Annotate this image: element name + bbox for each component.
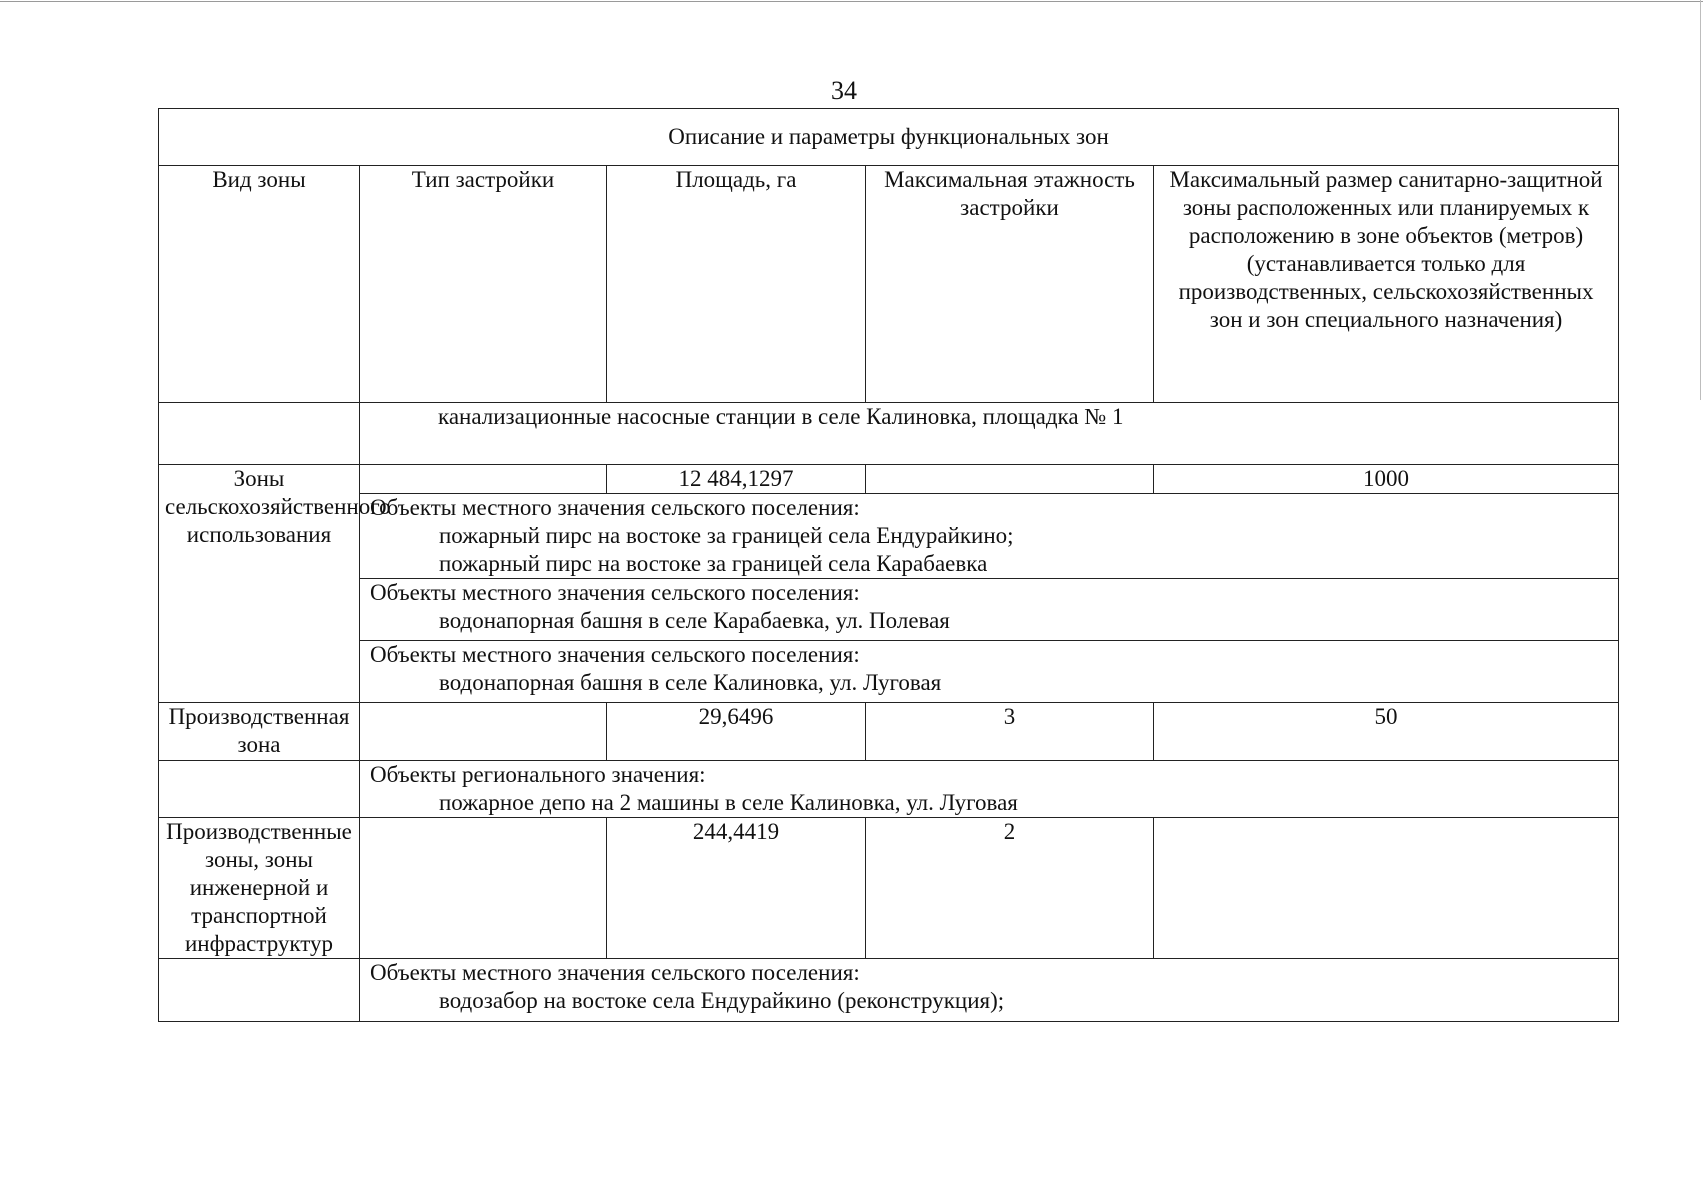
header-area: Площадь, га [607, 166, 866, 403]
floors-cell: 3 [866, 703, 1154, 761]
empty-cell [159, 403, 360, 465]
sewage-note-row [159, 403, 1619, 465]
sanitary-cell: 1000 [1154, 465, 1619, 494]
zone-industrial: Производственная зона [159, 703, 360, 761]
table-row [159, 465, 1619, 494]
area-cell: 29,6496 [607, 703, 866, 761]
header-max-sanitary-note: (устанавливается только для производственных, сельскохозяйственных зон и зон специального назначения) [1178, 251, 1594, 332]
building-type-cell [360, 818, 607, 959]
objects-cell [360, 641, 1619, 703]
objects-row [159, 959, 1619, 1022]
objects-heading: Объекты местного значения сельского поселения: [370, 642, 860, 667]
zone-agricultural: Зоны сельскохозяйственного использования [159, 465, 360, 703]
page-number: 34 [831, 76, 857, 105]
object-item: пожарное депо на 2 машины в селе Калиновка, ул. Луговая [439, 790, 1018, 815]
object-item: водонапорная башня в селе Калиновка, ул. Луговая [439, 670, 942, 695]
empty-cell [159, 959, 360, 1022]
objects-cell [360, 959, 1619, 1022]
building-type-cell [360, 703, 607, 761]
sewage-note: канализационные насосные станции в селе Калиновка, площадка № 1 [360, 403, 1619, 465]
object-item: водонапорная башня в селе Карабаевка, ул. Полевая [439, 608, 950, 633]
building-type-cell [360, 465, 607, 494]
object-item: пожарный пирс на востоке за границей села Карабаевка [439, 551, 988, 576]
table-row [159, 818, 1619, 959]
objects-heading: Объекты местного значения сельского поселения: [370, 960, 860, 985]
area-cell: 12 484,1297 [607, 465, 866, 494]
objects-heading: Объекты местного значения сельского поселения: [370, 495, 860, 520]
objects-row [159, 494, 1619, 579]
floors-cell [866, 465, 1154, 494]
objects-cell [360, 494, 1619, 579]
area-cell: 244,4419 [607, 818, 866, 959]
header-max-sanitary [1154, 166, 1619, 403]
objects-row [159, 641, 1619, 703]
objects-cell [360, 579, 1619, 641]
objects-row [159, 761, 1619, 818]
table-row [159, 703, 1619, 761]
objects-heading: Объекты регионального значения: [370, 762, 706, 787]
objects-heading: Объекты местного значения сельского поселения: [370, 580, 860, 605]
object-item: пожарный пирс на востоке за границей села Ендурайкино; [439, 523, 1014, 548]
table-title: Описание и параметры функциональных зон [159, 109, 1619, 166]
top-border-line [0, 1, 1703, 2]
functional-zones-table [158, 108, 1619, 1022]
header-max-sanitary-text: Максимальный размер санитарно-защитной зоны расположенных или планируемых к расположению в зоне объектов (метров) [1169, 167, 1603, 248]
objects-cell [360, 761, 1619, 818]
floors-cell: 2 [866, 818, 1154, 959]
empty-cell [159, 761, 360, 818]
header-max-floors: Максимальная этажность застройки [866, 166, 1154, 403]
header-row [159, 166, 1619, 403]
sanitary-cell: 50 [1154, 703, 1619, 761]
object-item: водозабор на востоке села Ендурайкино (реконструкция); [439, 988, 1005, 1013]
header-zone-type: Вид зоны [159, 166, 360, 403]
sanitary-cell [1154, 818, 1619, 959]
objects-row [159, 579, 1619, 641]
zone-infrastructure: Производственные зоны, зоны инженерной и транспортной инфраструктур [159, 818, 360, 959]
table-title-row [159, 109, 1619, 166]
header-building-type: Тип застройки [360, 166, 607, 403]
right-border-line [1700, 0, 1701, 400]
